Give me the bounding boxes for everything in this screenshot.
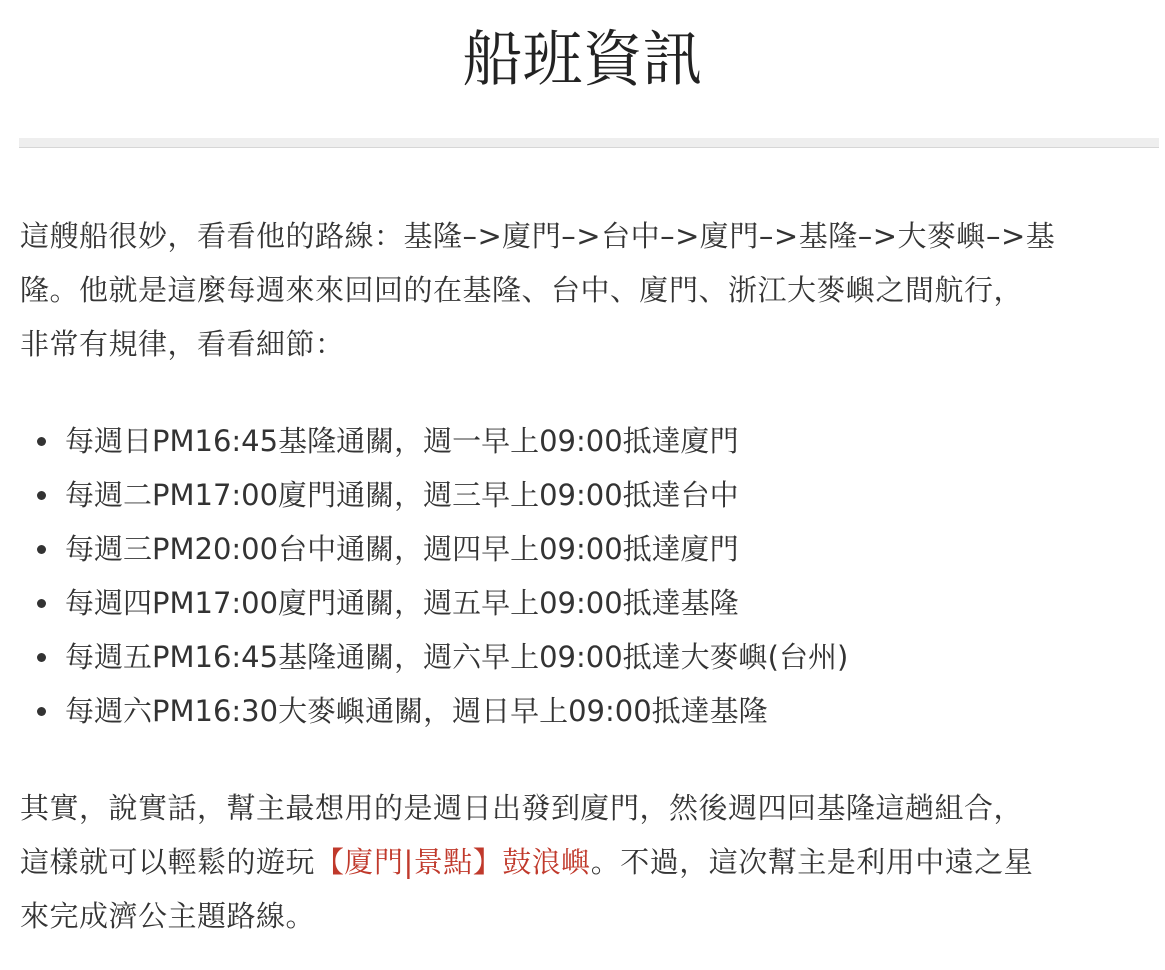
schedule-item-text: 每週日PM16:45基隆通關，週一早上09:00抵達廈門 bbox=[65, 424, 739, 458]
schedule-item-text: 每週五PM16:45基隆通關，週六早上09:00抵達大麥嶼(台州) bbox=[65, 640, 849, 674]
bullet-icon bbox=[37, 545, 46, 554]
outro-line: 來完成濟公主題路線。 bbox=[20, 899, 316, 933]
outro-line bbox=[20, 835, 1145, 889]
outro-paragraph bbox=[20, 781, 1145, 943]
intro-paragraph bbox=[20, 209, 1145, 371]
gulangyu-article-link[interactable]: 【廈門|景點】鼓浪嶼 bbox=[315, 845, 591, 879]
intro-line: 隆。他就是這麼每週來來回回的在基隆、台中、廈門、浙江大麥嶼之間航行， bbox=[20, 273, 1024, 307]
title-divider bbox=[19, 138, 1159, 148]
schedule-item-text: 每週二PM17:00廈門通關，週三早上09:00抵達台中 bbox=[65, 478, 739, 512]
schedule-item bbox=[20, 684, 848, 738]
intro-line: 這艘船很妙，看看他的路線：基隆–>廈門–>台中–>廈門–>基隆–>大麥嶼–>基 bbox=[20, 219, 1056, 253]
schedule-item bbox=[20, 630, 848, 684]
schedule-list bbox=[20, 414, 848, 738]
bullet-icon bbox=[37, 437, 46, 446]
intro-line: 非常有規律，看看細節： bbox=[20, 327, 345, 361]
outro-text-before-link: 這樣就可以輕鬆的遊玩 bbox=[20, 845, 316, 879]
schedule-item-text: 每週三PM20:00台中通關，週四早上09:00抵達廈門 bbox=[65, 532, 739, 566]
bullet-icon bbox=[37, 653, 46, 662]
outro-text-after-link: 。不過，這次幫主是利用中遠之星 bbox=[590, 845, 1034, 879]
outro-line: 其實，說實話，幫主最想用的是週日出發到廈門，然後週四回基隆這趟組合， bbox=[20, 791, 1024, 825]
schedule-item bbox=[20, 522, 848, 576]
schedule-item-text: 每週四PM17:00廈門通關，週五早上09:00抵達基隆 bbox=[65, 586, 739, 620]
schedule-item-text: 每週六PM16:30大麥嶼通關，週日早上09:00抵達基隆 bbox=[65, 694, 768, 728]
schedule-item bbox=[20, 576, 848, 630]
bullet-icon bbox=[37, 491, 46, 500]
schedule-item bbox=[20, 414, 848, 468]
page-title: 船班資訊 bbox=[462, 25, 703, 95]
bullet-icon bbox=[37, 707, 46, 716]
bullet-icon bbox=[37, 599, 46, 608]
schedule-item bbox=[20, 468, 848, 522]
